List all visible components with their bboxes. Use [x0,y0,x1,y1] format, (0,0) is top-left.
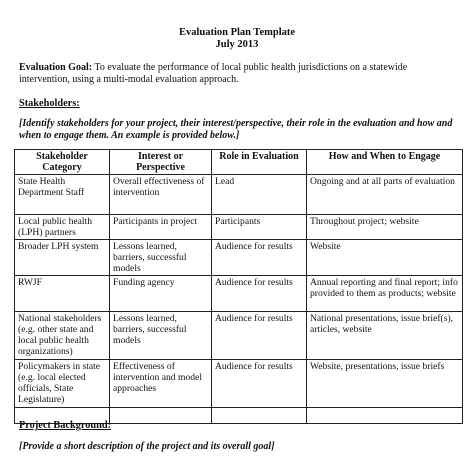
goal-label: Evaluation Goal: [19,62,93,73]
table-cell: Annual reporting and final report; info provided to them as products; website [307,276,463,312]
table-cell: Audience for results [212,360,307,408]
table-row [15,312,463,360]
table-cell: Audience for results [212,312,307,360]
table-cell: Participants in project [110,215,212,240]
stakeholders-instruction: [Identify stakeholders for your project, their interest/perspective, their role in the evaluation and how and when to engage them. An example is provided below.] [19,118,453,141]
table-cell [110,408,212,424]
table-cell: Website [307,240,463,276]
table-cell [212,408,307,424]
header-how-when-engage: How and When to Engage [307,150,463,175]
evaluation-goal [19,62,459,86]
table-cell: Funding agency [110,276,212,312]
table-cell: National presentations, issue brief(s), articles, website [307,312,463,360]
header-stakeholder-category: Stakeholder Category [15,150,110,175]
table-cell: Overall effectiveness of intervention [110,175,212,215]
table-cell: Ongoing and at all parts of evaluation [307,175,463,215]
project-background-instruction: [Provide a short description of the project and its overall goal] [19,441,275,452]
table-row [15,360,463,408]
document-title: Evaluation Plan Template [178,27,296,38]
header-interest-perspective: Interest or Perspective [110,150,212,175]
table-row [15,240,463,276]
table-row [15,215,463,240]
table-cell: Lessons learned, barriers, successful models [110,240,212,276]
document-date: July 2013 [215,39,259,50]
table-header-row [15,150,463,175]
stakeholder-table [14,149,463,424]
table-cell: Local public health (LPH) partners [15,215,110,240]
header-role-in-evaluation: Role in Evaluation [212,150,307,175]
table-cell [307,408,463,424]
table-cell: State Health Department Staff [15,175,110,215]
table-cell: Audience for results [212,276,307,312]
table-cell: Lessons learned, barriers, successful models [110,312,212,360]
table-cell: Website, presentations, issue briefs [307,360,463,408]
table-cell: Policymakers in state (e.g. local elected officials, State Legislature) [15,360,110,408]
table-cell: Participants [212,215,307,240]
goal-text: To evaluate the performance of local public health jurisdictions on a statewide intervention, using a multi-modal evaluation approach. [19,62,408,85]
table-cell: Broader LPH system [15,240,110,276]
table-cell: RWJF [15,276,110,312]
table-cell: Effectiveness of intervention and model approaches [110,360,212,408]
table-row [15,276,463,312]
table-cell: Throughout project; website [307,215,463,240]
table-cell: National stakeholders (e.g. other state and local public health organizations) [15,312,110,360]
table-cell: Lead [212,175,307,215]
table-cell: Audience for results [212,240,307,276]
table-row [15,175,463,215]
project-background-heading: Project Background: [19,420,111,431]
stakeholders-heading: Stakeholders: [19,98,80,109]
